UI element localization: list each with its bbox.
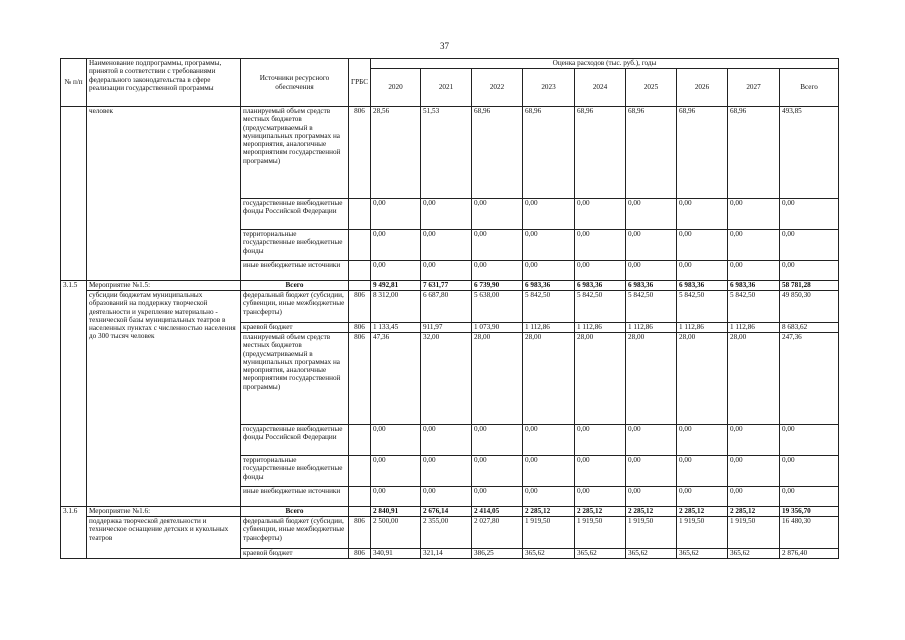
measure-title: Мероприятие №1.6: (87, 507, 241, 517)
grbs-cell: 806 (349, 333, 371, 425)
table-row (61, 517, 839, 549)
year-header: 2022 (472, 69, 523, 107)
value-cell: 0,00 (780, 487, 839, 507)
value-cell: 365,62 (575, 549, 626, 559)
value-cell: 68,96 (472, 107, 523, 199)
year-header: 2025 (626, 69, 677, 107)
value-cell: 0,00 (626, 199, 677, 230)
source-total: Всего (241, 507, 349, 517)
value-cell: 2 876,40 (780, 549, 839, 559)
value-cell: 28,00 (575, 333, 626, 425)
value-cell: 0,00 (677, 261, 728, 281)
value-cell: 365,62 (677, 549, 728, 559)
value-cell: 0,00 (780, 456, 839, 487)
total-value-cell: 2 285,12 (728, 507, 780, 517)
total-value-cell: 19 356,70 (780, 507, 839, 517)
value-cell: 1 919,50 (523, 517, 575, 549)
value-cell: 911,97 (421, 323, 472, 333)
value-cell: 0,00 (728, 261, 780, 281)
value-cell: 340,91 (371, 549, 421, 559)
total-value-cell: 2 285,12 (677, 507, 728, 517)
year-header: 2020 (371, 69, 421, 107)
grbs-cell (349, 425, 371, 456)
total-value-cell: 7 631,77 (421, 281, 472, 291)
value-cell: 28,00 (677, 333, 728, 425)
value-cell: 5 638,00 (472, 291, 523, 323)
value-cell: 51,53 (421, 107, 472, 199)
value-cell: 0,00 (575, 230, 626, 261)
value-cell: 6 687,80 (421, 291, 472, 323)
value-cell: 1 919,50 (728, 517, 780, 549)
grbs-cell: 806 (349, 323, 371, 333)
source-cell: планируемый объем средств местных бюджетов (предусматриваемый в муниципальных программах на мероприятия, аналогичные мероприятиям государственной программы) (241, 333, 349, 425)
grbs-cell (349, 456, 371, 487)
value-cell: 49 850,30 (780, 291, 839, 323)
value-cell: 0,00 (728, 456, 780, 487)
page-number: 37 (440, 41, 449, 51)
value-cell: 0,00 (523, 456, 575, 487)
value-cell: 0,00 (472, 425, 523, 456)
value-cell: 47,36 (371, 333, 421, 425)
value-cell: 68,96 (728, 107, 780, 199)
value-cell: 386,25 (472, 549, 523, 559)
value-cell: 0,00 (677, 456, 728, 487)
value-cell: 0,00 (575, 487, 626, 507)
value-cell: 0,00 (421, 456, 472, 487)
source-cell: федеральный бюджет (субсидии, субвенции, иные межбюджетные трансферты) (241, 291, 349, 323)
value-cell: 2 027,80 (472, 517, 523, 549)
value-cell: 0,00 (626, 487, 677, 507)
value-cell: 0,00 (575, 261, 626, 281)
value-cell: 0,00 (626, 456, 677, 487)
value-cell: 0,00 (728, 199, 780, 230)
value-cell: 0,00 (421, 261, 472, 281)
measure-description: субсидии бюджетам муниципальных образований на поддержку творческой деятельности и укрепление материально - технической базы муниципальных театров в населенных пунктах с численностью населения до 300 тысяч человек (87, 291, 241, 507)
value-cell: 1 073,90 (472, 323, 523, 333)
value-cell: 493,85 (780, 107, 839, 199)
total-value-cell: 6 983,36 (626, 281, 677, 291)
value-cell: 5 842,50 (523, 291, 575, 323)
grbs-cell: 806 (349, 291, 371, 323)
value-cell: 2 355,00 (421, 517, 472, 549)
col-header-sources: Источники ресурсного обеспечения (241, 59, 349, 107)
total-value-cell: 2 285,12 (523, 507, 575, 517)
col-header-expenses: Оценка расходов (тыс. руб.), годы (371, 59, 839, 69)
year-header: 2021 (421, 69, 472, 107)
value-cell: 0,00 (728, 425, 780, 456)
row-number (61, 107, 87, 281)
value-cell: 0,00 (677, 199, 728, 230)
value-cell: 0,00 (626, 425, 677, 456)
value-cell: 0,00 (371, 199, 421, 230)
value-cell: 365,62 (728, 549, 780, 559)
col-header-grbs: ГРБС (349, 59, 371, 107)
grbs-cell (349, 507, 371, 517)
value-cell: 0,00 (728, 487, 780, 507)
source-cell: государственные внебюджетные фонды Российской Федерации (241, 425, 349, 456)
measure-description: поддержка творческой деятельности и техническое оснащение детских и кукольных театров (87, 517, 241, 559)
source-cell: государственные внебюджетные фонды Российской Федерации (241, 199, 349, 230)
year-header: 2023 (523, 69, 575, 107)
value-cell: 0,00 (523, 230, 575, 261)
source-cell: территориальные государственные внебюджетные фонды (241, 456, 349, 487)
table-row (61, 281, 839, 291)
value-cell: 28,00 (523, 333, 575, 425)
grbs-cell: 806 (349, 517, 371, 549)
value-cell: 16 480,30 (780, 517, 839, 549)
value-cell: 68,96 (575, 107, 626, 199)
grbs-cell (349, 199, 371, 230)
total-value-cell: 6 983,36 (677, 281, 728, 291)
value-cell: 0,00 (728, 230, 780, 261)
total-header: Всего (780, 69, 839, 107)
total-value-cell: 6 983,36 (575, 281, 626, 291)
value-cell: 247,36 (780, 333, 839, 425)
value-cell: 28,56 (371, 107, 421, 199)
value-cell: 5 842,50 (728, 291, 780, 323)
value-cell: 1 112,86 (677, 323, 728, 333)
grbs-cell (349, 230, 371, 261)
col-header-num: № п/п (61, 59, 87, 107)
table-row (61, 107, 839, 199)
value-cell: 0,00 (780, 425, 839, 456)
value-cell: 0,00 (523, 199, 575, 230)
value-cell: 0,00 (780, 199, 839, 230)
value-cell: 0,00 (421, 425, 472, 456)
row-number: 3.1.5 (61, 281, 87, 507)
value-cell: 0,00 (780, 230, 839, 261)
value-cell: 365,62 (626, 549, 677, 559)
value-cell: 0,00 (523, 261, 575, 281)
source-total: Всего (241, 281, 349, 291)
source-cell: территориальные государственные внебюджетные фонды (241, 230, 349, 261)
value-cell: 1 919,50 (626, 517, 677, 549)
value-cell: 0,00 (677, 487, 728, 507)
value-cell: 365,62 (523, 549, 575, 559)
value-cell: 0,00 (523, 425, 575, 456)
value-cell: 0,00 (575, 199, 626, 230)
value-cell: 0,00 (677, 425, 728, 456)
value-cell: 0,00 (371, 456, 421, 487)
value-cell: 1 133,45 (371, 323, 421, 333)
value-cell: 0,00 (421, 487, 472, 507)
total-value-cell: 6 983,36 (523, 281, 575, 291)
value-cell: 68,96 (523, 107, 575, 199)
value-cell: 0,00 (472, 199, 523, 230)
value-cell: 2 500,00 (371, 517, 421, 549)
budget-table (60, 58, 839, 559)
value-cell: 0,00 (780, 261, 839, 281)
value-cell: 1 112,86 (626, 323, 677, 333)
value-cell: 28,00 (728, 333, 780, 425)
value-cell: 0,00 (575, 425, 626, 456)
value-cell: 0,00 (371, 425, 421, 456)
year-header: 2027 (728, 69, 780, 107)
value-cell: 5 842,50 (626, 291, 677, 323)
grbs-cell: 806 (349, 107, 371, 199)
value-cell: 8 683,62 (780, 323, 839, 333)
value-cell: 0,00 (472, 456, 523, 487)
value-cell: 8 312,00 (371, 291, 421, 323)
grbs-cell (349, 487, 371, 507)
value-cell: 1 919,50 (575, 517, 626, 549)
value-cell: 68,96 (677, 107, 728, 199)
value-cell: 1 112,86 (575, 323, 626, 333)
total-value-cell: 2 840,91 (371, 507, 421, 517)
total-value-cell: 2 285,12 (626, 507, 677, 517)
value-cell: 68,96 (626, 107, 677, 199)
total-value-cell: 2 676,14 (421, 507, 472, 517)
value-cell: 32,00 (421, 333, 472, 425)
table-row (61, 291, 839, 323)
year-header: 2026 (677, 69, 728, 107)
year-header: 2024 (575, 69, 626, 107)
value-cell: 0,00 (626, 230, 677, 261)
value-cell: 1 919,50 (677, 517, 728, 549)
total-value-cell: 6 739,90 (472, 281, 523, 291)
value-cell: 321,14 (421, 549, 472, 559)
value-cell: 28,00 (472, 333, 523, 425)
row-number: 3.1.6 (61, 507, 87, 559)
value-cell: 0,00 (371, 261, 421, 281)
value-cell: 0,00 (523, 487, 575, 507)
value-cell: 0,00 (575, 456, 626, 487)
source-cell: краевой бюджет (241, 323, 349, 333)
source-cell: иные внебюджетные источники (241, 487, 349, 507)
measure-title: Мероприятие №1.5: (87, 281, 241, 291)
value-cell: 0,00 (677, 230, 728, 261)
value-cell: 5 842,50 (575, 291, 626, 323)
source-cell: планируемый объем средств местных бюджетов (предусматриваемый в муниципальных программах на мероприятия, аналогичные мероприятиям государственной программы) (241, 107, 349, 199)
value-cell: 0,00 (371, 230, 421, 261)
value-cell: 0,00 (371, 487, 421, 507)
value-cell: 0,00 (472, 487, 523, 507)
source-cell: краевой бюджет (241, 549, 349, 559)
value-cell: 1 112,86 (523, 323, 575, 333)
value-cell: 28,00 (626, 333, 677, 425)
source-cell: федеральный бюджет (субсидии, субвенции, иные межбюджетные трансферты) (241, 517, 349, 549)
col-header-name: Наименование подпрограммы, программы, принятой в соответствии с требованиями федерального законодательства в сфере реализации государственной программы (87, 59, 241, 107)
total-value-cell: 6 983,36 (728, 281, 780, 291)
total-value-cell: 9 492,81 (371, 281, 421, 291)
value-cell: 0,00 (626, 261, 677, 281)
total-value-cell: 2 285,12 (575, 507, 626, 517)
table-row (61, 507, 839, 517)
value-cell: 0,00 (421, 230, 472, 261)
grbs-cell (349, 281, 371, 291)
source-cell: иные внебюджетные источники (241, 261, 349, 281)
total-value-cell: 2 414,05 (472, 507, 523, 517)
value-cell: 0,00 (421, 199, 472, 230)
value-cell: 0,00 (472, 261, 523, 281)
grbs-cell: 806 (349, 549, 371, 559)
measure-name: человек (87, 107, 241, 281)
value-cell: 5 842,50 (677, 291, 728, 323)
grbs-cell (349, 261, 371, 281)
total-value-cell: 58 781,28 (780, 281, 839, 291)
value-cell: 0,00 (472, 230, 523, 261)
value-cell: 1 112,86 (728, 323, 780, 333)
